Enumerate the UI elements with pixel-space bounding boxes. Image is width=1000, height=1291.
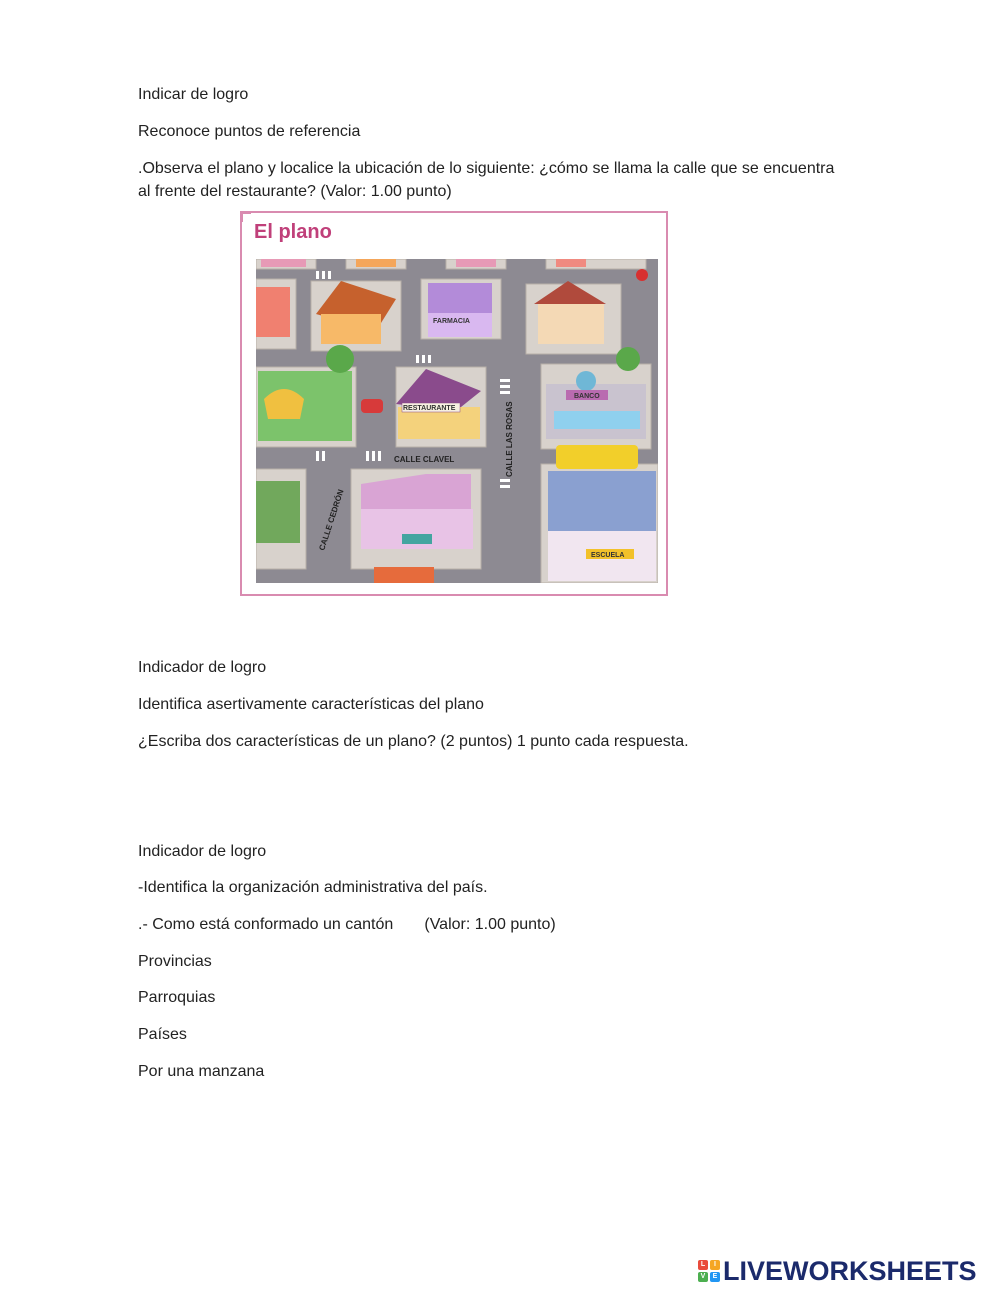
section1-indicator: Indicar de logro	[138, 86, 249, 103]
map-street-calle-clavel: CALLE CLAVEL	[394, 455, 455, 464]
logo-mark-letter: E	[710, 1272, 720, 1282]
map-street-calle-rosas: CALLE LAS ROSAS	[505, 401, 514, 477]
map-label-farmacia: FARMACIA	[433, 318, 470, 325]
section3-indicator: Indicador de logro	[138, 843, 267, 860]
map-figure	[240, 211, 668, 596]
map-label-banco: BANCO	[574, 393, 600, 400]
option-paises[interactable]: Países	[138, 1026, 187, 1043]
liveworksheets-logo	[698, 1256, 977, 1286]
map-street-calle-cedron: CALLE CEDRÓN	[317, 488, 346, 552]
map-label-restaurante: RESTAURANTE	[403, 405, 456, 412]
logo-mark-letter: I	[710, 1260, 720, 1270]
map-title: El plano	[254, 221, 332, 243]
section3-question: .- Como está conformado un cantón (Valor: 1.00 punto)	[138, 916, 556, 933]
map-label-escuela: ESCUELA	[591, 552, 625, 559]
section3-skill: -Identifica la organización administrativa del país.	[138, 879, 488, 896]
logo-text: LIVEWORKSHEETS	[723, 1255, 977, 1286]
option-por-una-manzana[interactable]: Por una manzana	[138, 1063, 265, 1080]
option-parroquias[interactable]: Parroquias	[138, 989, 216, 1006]
section2-question: ¿Escriba dos características de un plano? (2 puntos) 1 punto cada respuesta.	[138, 733, 689, 750]
option-provincias[interactable]: Provincias	[138, 953, 212, 970]
section1-question-line1: .Observa el plano y localice la ubicación de lo siguiente: ¿cómo se llama la calle que se encuentra	[138, 160, 835, 177]
section1-question-line2: al frente del restaurante? (Valor: 1.00 punto)	[138, 183, 452, 200]
section2-indicator: Indicador de logro	[138, 659, 267, 676]
section2-skill: Identifica asertivamente características del plano	[138, 696, 484, 713]
logo-mark-icon	[698, 1260, 720, 1282]
city-map-illustration	[256, 259, 658, 583]
logo-mark-letter: V	[698, 1272, 708, 1282]
section1-skill: Reconoce puntos de referencia	[138, 123, 361, 140]
logo-mark-letter: L	[698, 1260, 708, 1270]
map-corner-decoration	[240, 211, 251, 222]
